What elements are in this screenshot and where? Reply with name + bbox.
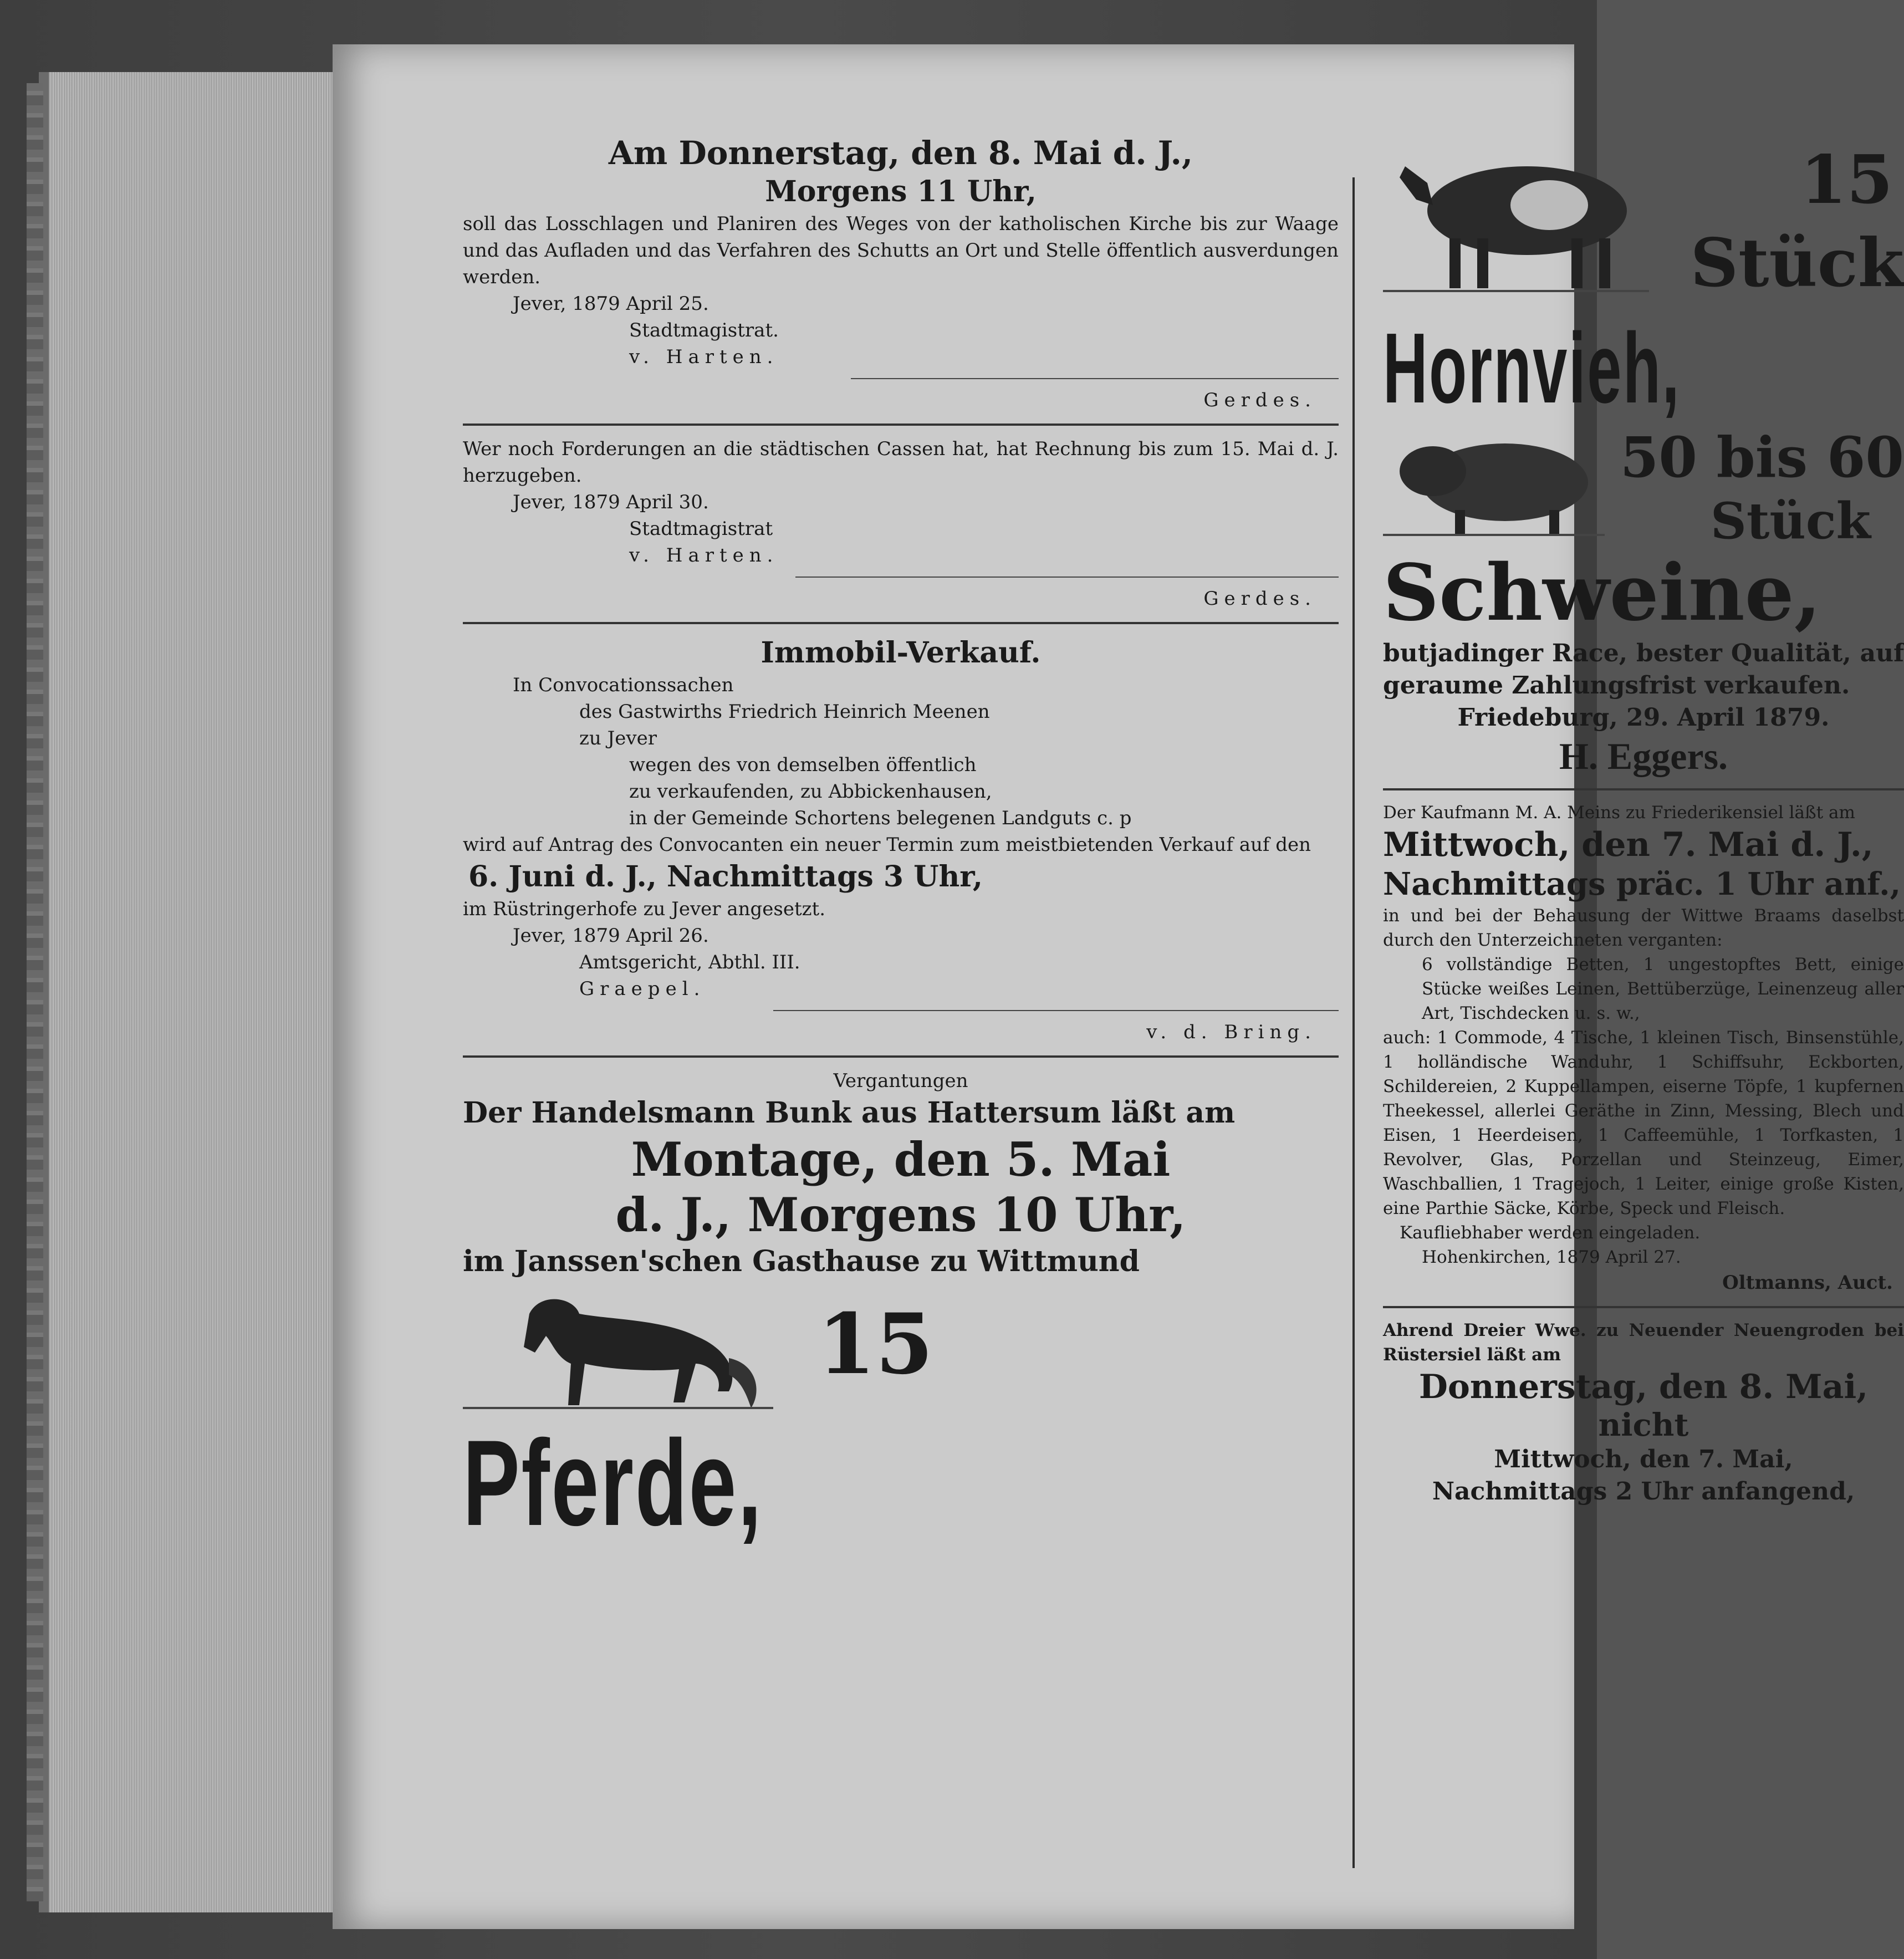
ad-text: butjadinger Race, bester Qualität, auf geraume Zahlungsfrist verkaufen.: [1383, 639, 1904, 700]
signature-line: [795, 577, 1339, 578]
ad-divider: [463, 424, 1339, 426]
notice-signature: v. Harten.: [629, 346, 779, 368]
book-page-edges: [39, 72, 348, 1912]
section-heading: Vergantungen: [833, 1070, 968, 1092]
cattle-count: 15: [1800, 141, 1893, 219]
ad-divider: [463, 1055, 1339, 1058]
ad-time: Nachmittags präc. 1 Uhr anf.,: [1383, 866, 1901, 902]
notice-clerk: Gerdes.: [1203, 588, 1316, 610]
pig-unit: Stück: [1710, 492, 1871, 550]
notice-line: wegen des von demselben öffentlich: [629, 754, 977, 776]
ad-line: Kaufliebhaber werden eingeladen.: [1400, 1223, 1701, 1243]
ad-time: Nachmittags 2 Uhr anfangend,: [1432, 1477, 1855, 1506]
cattle-row: [1383, 133, 1904, 316]
ad-location: im Janssen'schen Gasthause zu Wittmund: [463, 1244, 1140, 1278]
notice-clerk: Gerdes.: [1203, 389, 1316, 411]
notice-property-sale: [463, 634, 1339, 1045]
notice-line: in der Gemeinde Schortens belegenen Landguts c. p: [629, 807, 1132, 829]
notice-text: Wer noch Forderungen an die städtischen Cassen hat, hat Rechnung bis zum 15. Mai d. J. herzugeben.: [463, 438, 1339, 487]
ad-date: Mittwoch, den 7. Mai d. J.,: [1383, 825, 1874, 864]
notice-text: soll das Losschlagen und Planiren des Weges von der katholischen Kirche bis zur Waage und das Aufladen und das Verfahren des Schutts an Ort und Stelle öffentlich ausverdungen werden.: [463, 213, 1339, 288]
notice-signature: Graepel.: [579, 978, 706, 1000]
ad-line: Der Handelsmann Bunk aus Hattersum läßt am: [463, 1096, 1236, 1130]
notice-heading: Am Donnerstag, den 8. Mai d. J.,: [608, 134, 1193, 172]
ad-items: 6 vollständige Betten, 1 ungestopftes Bett, einige Stücke weißes Leinen, Bettüberzüge, Leinenzeug aller Art, Tischdecken u. s. w.,: [1422, 955, 1904, 1023]
notice-authority: Stadtmagistrat.: [629, 319, 779, 341]
ad-line: in und bei der Behausung der Wittwe Braams daselbst durch den Unterzeichneten verganten:: [1383, 906, 1904, 950]
ad-not: nicht: [1598, 1407, 1689, 1443]
ad-divider: [1383, 1306, 1904, 1308]
notice-place-date: Jever, 1879 April 25.: [513, 293, 709, 315]
pig-illustration: [1383, 421, 1605, 543]
notice-clerk: v. d. Bring.: [1146, 1021, 1316, 1043]
notice-place-date: Jever, 1879 April 30.: [513, 491, 709, 513]
ad-divider: [1383, 788, 1904, 790]
ad-line: Ahrend Dreier Wwe. zu Neuender Neuengroden bei Rüstersiel läßt am: [1383, 1320, 1904, 1365]
notice-line: zu Jever: [579, 727, 657, 749]
pig-word: Schweine,: [1383, 548, 1821, 639]
notice-line: wird auf Antrag des Convocanten ein neuer Termin zum meistbietenden Verkauf auf den: [463, 834, 1311, 856]
notice-line: im Rüstringerhofe zu Jever angesetzt.: [463, 898, 826, 920]
cattle-word: Hornvieh,: [1383, 313, 1681, 424]
newspaper-page: [333, 44, 1904, 1929]
column-divider: [1352, 177, 1355, 1868]
left-column: [463, 133, 1339, 1551]
cow-illustration: [1383, 133, 1649, 310]
ad-horse-auction: [463, 1068, 1339, 1551]
notice-line: In Convocationssachen: [513, 674, 734, 696]
horse-word: Pferde,: [463, 1415, 763, 1551]
ad-line: Der Kaufmann M. A. Meins zu Friederikensiel läßt am: [1383, 803, 1855, 823]
ad-household-auction: [1383, 800, 1904, 1296]
notice-authority: Stadtmagistrat: [629, 518, 773, 540]
pig-row: [1383, 421, 1904, 549]
notice-line: zu verkaufenden, zu Abbickenhausen,: [629, 780, 992, 803]
horse-count: 15: [818, 1295, 933, 1393]
notice-date-line: 6. Juni d. J., Nachmittags 3 Uhr,: [468, 860, 983, 894]
right-column: [1383, 133, 1904, 1508]
ad-signature: H. Eggers.: [1559, 735, 1728, 777]
ad-divider: [463, 622, 1339, 624]
notice-time: Morgens 11 Uhr,: [765, 175, 1037, 208]
pig-range: 50 bis 60: [1620, 425, 1904, 490]
notice-line: des Gastwirths Friedrich Heinrich Meenen: [579, 701, 990, 723]
cattle-unit: Stück: [1690, 224, 1904, 302]
ad-signature: Oltmanns, Auct.: [1722, 1272, 1893, 1294]
notice-signature: v. Harten.: [629, 544, 779, 567]
ad-time: d. J., Morgens 10 Uhr,: [615, 1187, 1186, 1242]
horse-illustration: [463, 1281, 773, 1414]
horse-row: [463, 1281, 1339, 1419]
ad-place-date: Hohenkirchen, 1879 April 27.: [1422, 1247, 1681, 1267]
notice-place-date: Jever, 1879 April 26.: [513, 925, 709, 947]
ad-dreier-auction: [1383, 1318, 1904, 1508]
signature-line: [851, 378, 1339, 379]
notice-road-works: [463, 133, 1339, 414]
notice-title: Immobil-Verkauf.: [760, 636, 1041, 670]
notice-authority: Amtsgericht, Abthl. III.: [579, 951, 800, 973]
ad-items: auch: 1 Commode, 4 Tische, 1 kleinen Tisch, Binsenstühle, 1 holländische Wanduhr, 1 Schiffsuhr, Eckborten, Schildereien, 2 Kuppellampen, eiserne Töpfe, 1 kupfernen Theekessel, allerlei Geräthe in Zinn, Messing, Blech und Eisen, 1 Heerdeisen, 1 Caffeemühle, 1 Torfkasten, 1 Revolver, Glas, Porzellan und Steinzeug, Eimer, Waschballien, 1 Tragejoch, 1 Leiter, einige große Kisten, eine Parthie Säcke, Körbe, Speck und Fleisch.: [1383, 1028, 1904, 1218]
signature-line: [773, 1010, 1339, 1011]
ad-place-date: Friedeburg, 29. April 1879.: [1457, 703, 1830, 732]
ad-cattle-pigs: [1383, 133, 1904, 778]
ad-date-alt: Mittwoch, den 7. Mai,: [1494, 1445, 1793, 1473]
ad-date: Montage, den 5. Mai: [631, 1132, 1171, 1187]
notice-claims: [463, 436, 1339, 612]
ad-date: Donnerstag, den 8. Mai,: [1418, 1368, 1869, 1406]
